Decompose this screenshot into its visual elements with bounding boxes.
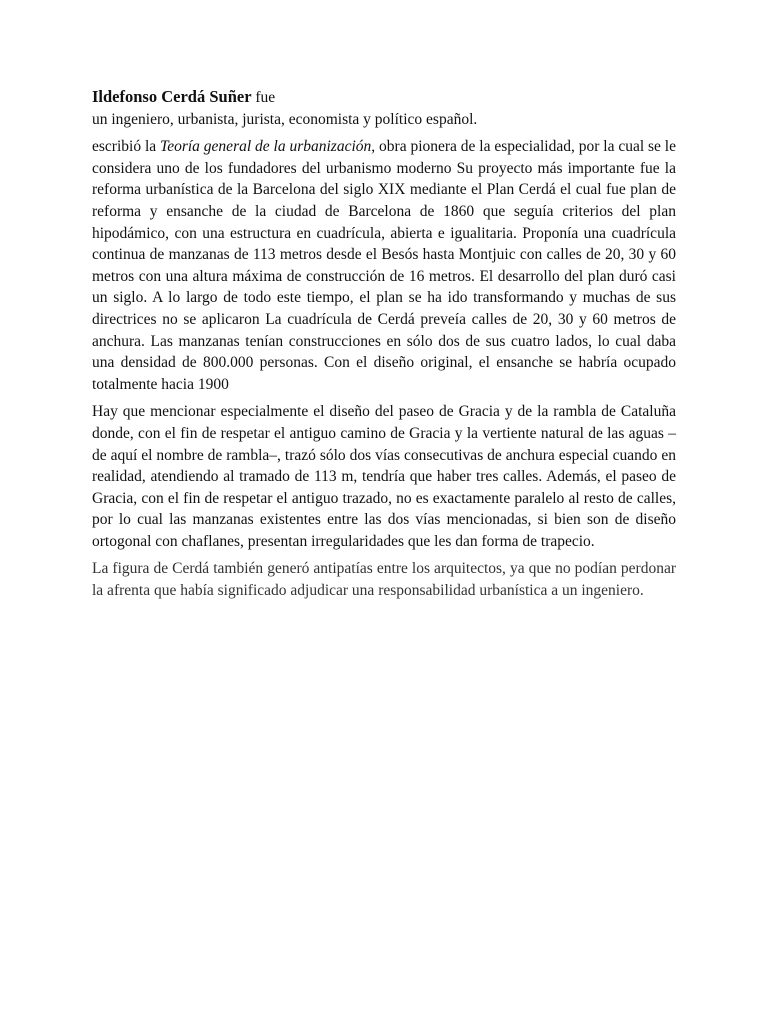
document-heading <box>92 86 676 109</box>
paragraph-2: Hay que mencionar especialmente el diseño del paseo de Gracia y de la rambla de Cataluña donde, con el fin de respetar el antiguo camino de Gracia y la vertiente natural de las aguas –de aquí el nombre de rambla–, trazó sólo dos vías consecutivas de anchura especial cuando en realidad, atendiendo al tramado de 113 m, tendría que haber tres calles. Además, el paseo de Gracia, con el fin de respetar el antiguo trazado, no es exactamente paralelo al resto de calles, por lo cual las manzanas existentes entre las dos vías mencionadas, si bien son de diseño ortogonal con chaflanes, presentan irregularidades que les dan forma de trapecio. <box>92 403 676 550</box>
book-title: Teoría general de la urbanización <box>160 138 372 156</box>
heading-name: Ildefonso Cerdá Suñer <box>92 87 252 106</box>
document-page <box>92 86 676 608</box>
heading-rest: fue <box>255 89 276 106</box>
paragraph-1 <box>92 136 676 395</box>
paragraph-1-start: escribió la <box>92 138 161 156</box>
paragraph-3: La figura de Cerdá también generó antipatías entre los arquitectos, ya que no podían perdonar la afrenta que había significado adjudicar una responsabilidad urbanística a un ingeniero. <box>92 560 676 600</box>
paragraph-1-rest: , obra pionera de la especialidad, por la cual se le considera uno de los fundadores del urbanismo moderno Su proyecto más importante fue la reforma urbanística de la Barcelona del siglo XIX mediante el Plan Cerdá el cual fue plan de reforma y ensanche de la ciudad de Barcelona de 1860 que seguía criterios del plan hipodámico, con una estructura en cuadrícula, abierta e igualitaria. Proponía una cuadrícula continua de manzanas de 113 metros desde el Besós hasta Montjuic con calles de 20, 30 y 60 metros con una altura máxima de construcción de 16 metros. El desarrollo del plan duró casi un siglo. A lo largo de todo este tiempo, el plan se ha ido transformando y muchas de sus directrices no se aplicaron La cuadrícula de Cerdá preveía calles de 20, 30 y 60 metros de anchura. Las manzanas tenían construcciones en sólo dos de sus cuatro lados, lo cual daba una densidad de 800.000 personas. Con el diseño original, el ensanche se habría ocupado totalmente hacia 1900 <box>92 138 676 393</box>
heading-subline: un ingeniero, urbanista, jurista, economista y político español. <box>92 110 478 128</box>
